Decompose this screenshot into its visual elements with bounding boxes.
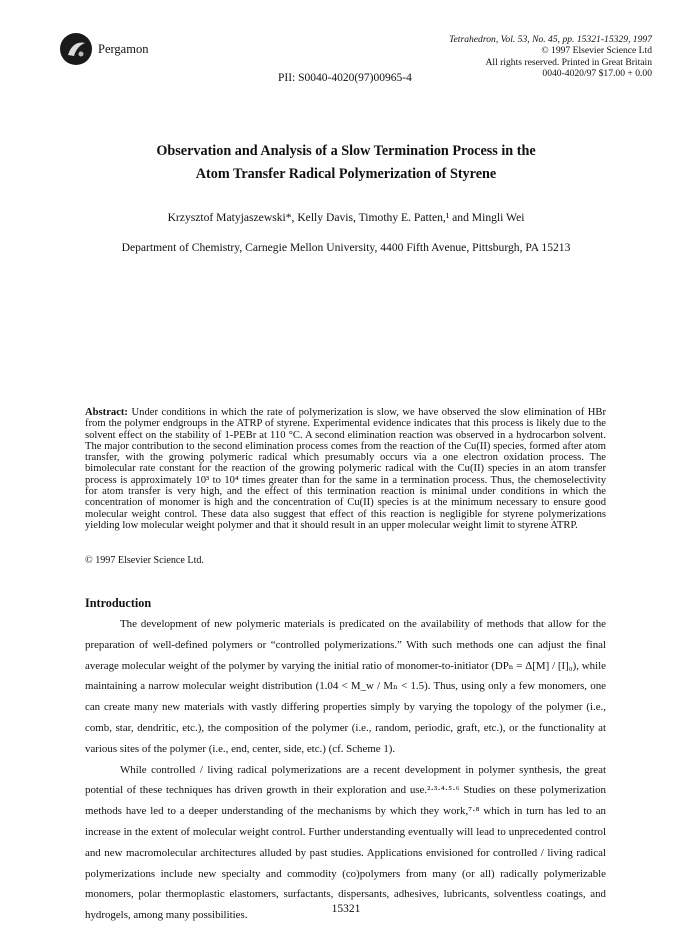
journal-info xyxy=(392,34,652,79)
paragraph-1: The development of new polymeric materials is predicated on the availability of methods that allow for the preparation of well-defined polymers or “controlled polymerizations.” With such methods one can adjust the final average molecular weight of the polymer by varying the initial ratio of monomer-to-initiator (DPₙ = Δ[M] / [I]₀), while maintaining a narrow molecular weight distribution (1.04 < M_w / Mₙ < 1.5). Thus, using only a few monomers, one can create many new materials with vastly differing properties simply by varying the topology of the polymer (i.e., comb, star, dendritic, etc.), the composition of the polymer (i.e., random, periodic, graft, etc.), or the functionality at various sites of the polymer (i.e., end, center, side, etc.) (cf. Scheme 1). xyxy=(85,618,606,755)
introduction-body xyxy=(85,614,606,926)
journal-citation: Tetrahedron, Vol. 53, No. 45, pp. 15321-15329, 1997 xyxy=(449,34,652,45)
publisher-logo-icon xyxy=(60,33,92,65)
publisher-name: Pergamon xyxy=(98,42,149,56)
author-list: Krzysztof Matyjaszewski*, Kelly Davis, Timothy E. Patten,¹ and Mingli Wei xyxy=(167,211,525,224)
article-title xyxy=(60,140,632,186)
journal-issn: 0040-4020/97 $17.00 + 0.00 xyxy=(542,67,652,79)
paragraph-2: While controlled / living radical polymerizations are a recent development in polymer synthesis, the great potential of these techniques has driven growth in their exploration and use.²·³·⁴·⁵·⁶ Studies on these polymerization methods have led to a deeper understanding of the mechanisms by which they work,⁷·⁸ which in turn has led to an increase in the extent of molecular weight control. Further understanding eventually will lead to unprecedented control and new macromolecular architectures alluded by past studies. Applications envisioned for controlled / living radical polymerizations include new specialty and commodity (co)polymers from many (or all) radically polymerizable monomers, polar thermoplastic elastomers, surfactants, dispersants, adhesives, lubricants, solventless coatings, and hydrogels, among many possibilities. xyxy=(85,763,606,922)
abstract-copyright: © 1997 Elsevier Science Ltd. xyxy=(85,555,204,566)
abstract-label: Abstract: xyxy=(85,407,128,418)
title-line-2: Atom Transfer Radical Polymerization of Styrene xyxy=(195,166,497,182)
section-heading-introduction: Introduction xyxy=(85,596,152,610)
abstract xyxy=(85,407,606,531)
affiliation: Department of Chemistry, Carnegie Mellon University, 4400 Fifth Avenue, Pittsburgh, PA 15213 xyxy=(121,241,571,254)
journal-rights: All rights reserved. Printed in Great Britain xyxy=(485,56,652,68)
abstract-text: Under conditions in which the rate of polymerization is slow, we have observed the slow elimination of HBr from the polymer endgroups in the ATRP of styrene. Experimental evidence indicates that this process is likely due to the solvent effect on the stability of 1-PEBr at 110 °C. A second elimination reaction was observed in a hydrocarbon solvent. The major contribution to the second elimination process comes from the reaction of the Cu(II) species, formed after atom transfer, with the growing polymeric radical which presumably occurs via a one electron oxidation process. The bimolecular rate constant for the reaction of the growing polymeric radical with the Cu(II) species in an atom transfer process is approximately 10³ to 10⁴ times greater than for the same in a termination process. Thus, the chemoselectivity for atom transfer is very high, and the effect of this termination reaction is minimal under conditions in which the concentration of monomer is high and the concentration of Cu(II) species is at the minimum necessary to ensure good molecular weight control. These data also suggest that effect of this reaction is negligible for styrene polymerizations yielding low molecular weight polymer and that it should result in an upper molecular weight limit to styrene ATRP. xyxy=(85,407,606,531)
pii-identifier: PII: S0040-4020(97)00965-4 xyxy=(278,72,412,84)
journal-copyright: © 1997 Elsevier Science Ltd xyxy=(541,45,652,57)
title-line-1: Observation and Analysis of a Slow Termination Process in the xyxy=(156,143,536,159)
page-number: 15321 xyxy=(331,903,361,915)
